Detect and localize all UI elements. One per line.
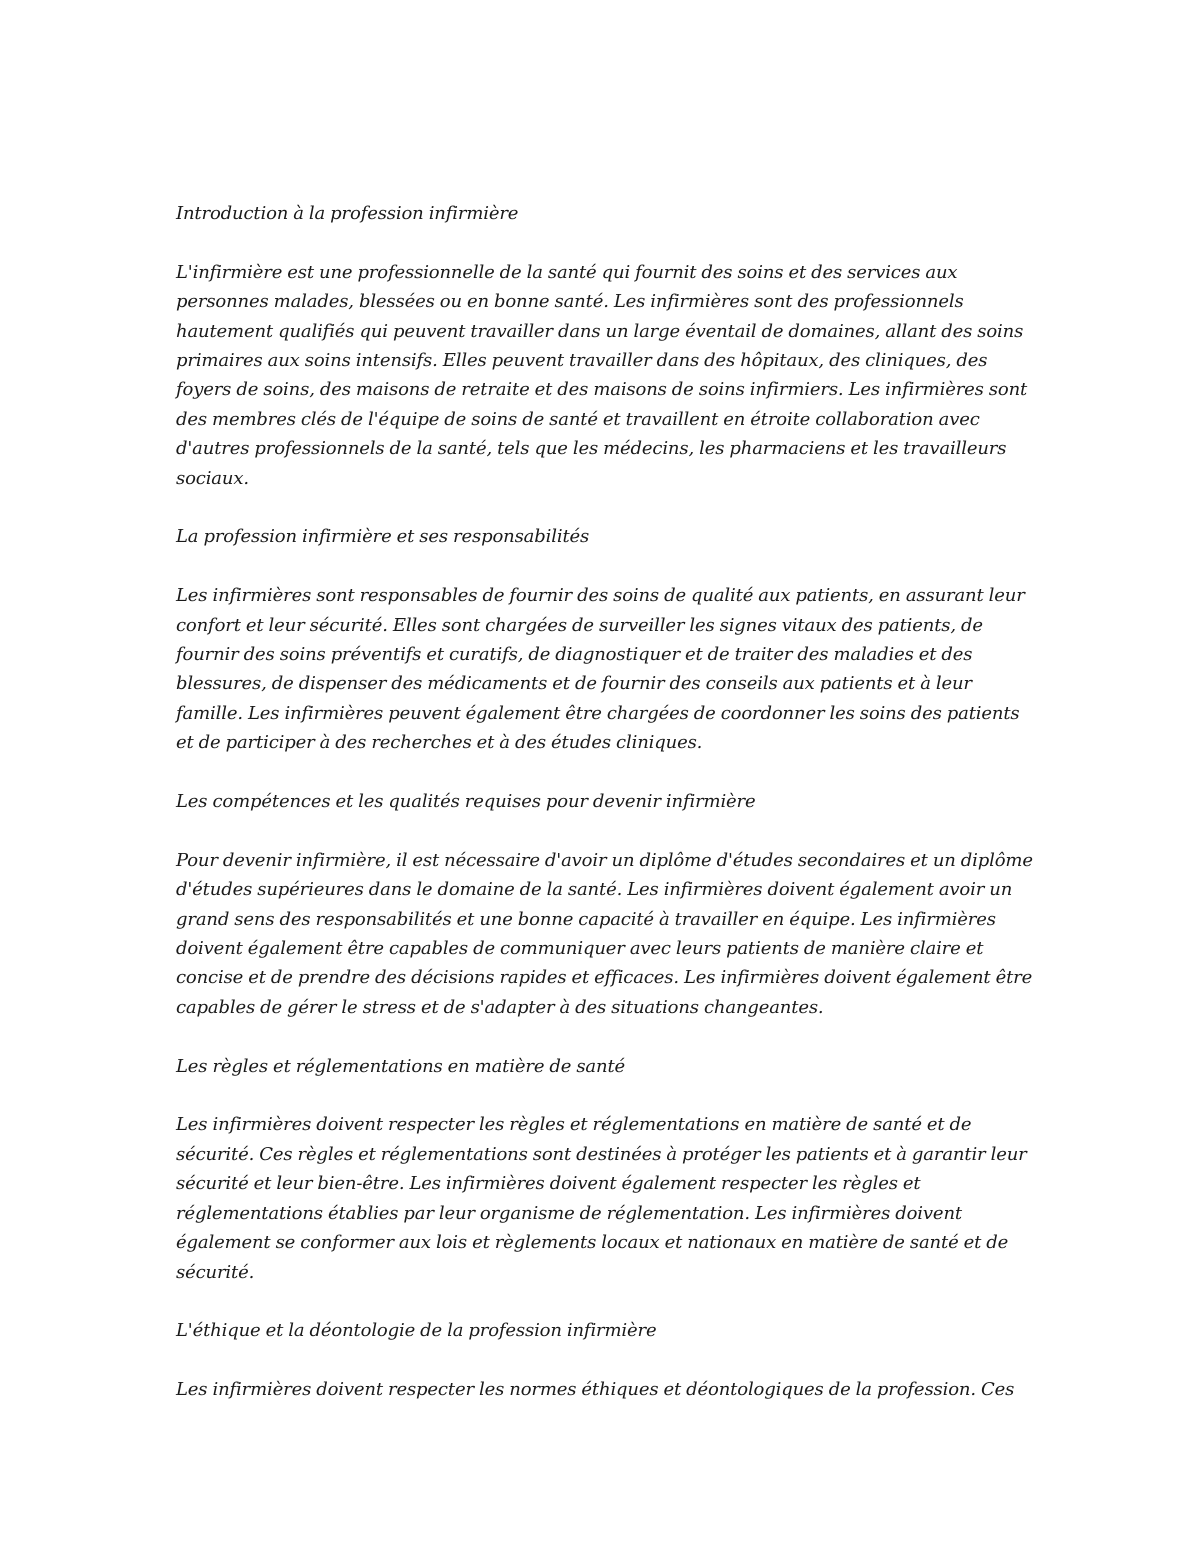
section-paragraph-responsabilites: Les infirmières sont responsables de fournir des soins de qualité aux patients, en assurant leur confort et leur sécurité. Elles sont chargées de surveiller les signes vitaux des patients, de fournir des soins préventifs et curatifs, de diagnostiquer et de traiter des maladies et des blessures, de dispenser des médicaments et de fournir des conseils aux patients et à leur famille. Les infirmières peuvent également être chargées de coordonner les soins des patients et de participer à des recherches et à des études cliniques. xyxy=(176,585,1025,754)
section-heading-competences: Les compétences et les qualités requises pour devenir infirmière xyxy=(176,791,756,813)
section-paragraph-reglementations: Les infirmières doivent respecter les règles et réglementations en matière de santé et de sécurité. Ces règles et réglementations sont destinées à protéger les patients et à garantir leur sécurité et leur bien-être. Les infirmières doivent également respecter les règles et réglementations établies par leur organisme de réglementation. Les infirmières doivent également se conformer aux lois et règlements locaux et nationaux en matière de santé et de sécurité. xyxy=(176,1114,1027,1283)
section-paragraph-introduction: L'infirmière est une professionnelle de la santé qui fournit des soins et des services aux personnes malades, blessées ou en bonne santé. Les infirmières sont des professionnels hautement qualifiés qui peuvent travailler dans un large éventail de domaines, allant des soins primaires aux soins intensifs. Elles peuvent travailler dans des hôpitaux, des cliniques, des foyers de soins, des maisons de retraite et des maisons de soins infirmiers. Les infirmières sont des membres clés de l'équipe de soins de santé et travaillent en étroite collaboration avec d'autres professionnels de la santé, tels que les médecins, les pharmaciens et les travailleurs sociaux. xyxy=(176,261,1028,489)
section-paragraph-competences: Pour devenir infirmière, il est nécessaire d'avoir un diplôme d'études secondaires et un diplôme d'études supérieures dans le domaine de la santé. Les infirmières doivent également avoir un grand sens des responsabilités et une bonne capacité à travailler en équipe. Les infirmières doivent également être capables de communiquer avec leurs patients de manière claire et concise et de prendre des décisions rapides et efficaces. Les infirmières doivent également être capables de gérer le stress et de s'adapter à des situations changeantes. xyxy=(176,849,1033,1018)
section-heading-responsabilites: La profession infirmière et ses responsabilités xyxy=(176,526,590,548)
section-paragraph-ethique: Les infirmières doivent respecter les normes éthiques et déontologiques de la profession. Ces xyxy=(176,1379,1015,1401)
section-heading-ethique: L'éthique et la déontologie de la profession infirmière xyxy=(176,1320,657,1342)
section-heading-introduction: Introduction à la profession infirmière xyxy=(176,203,519,224)
section-heading-reglementations: Les règles et réglementations en matière de santé xyxy=(176,1055,626,1077)
document-body xyxy=(176,199,1036,1434)
